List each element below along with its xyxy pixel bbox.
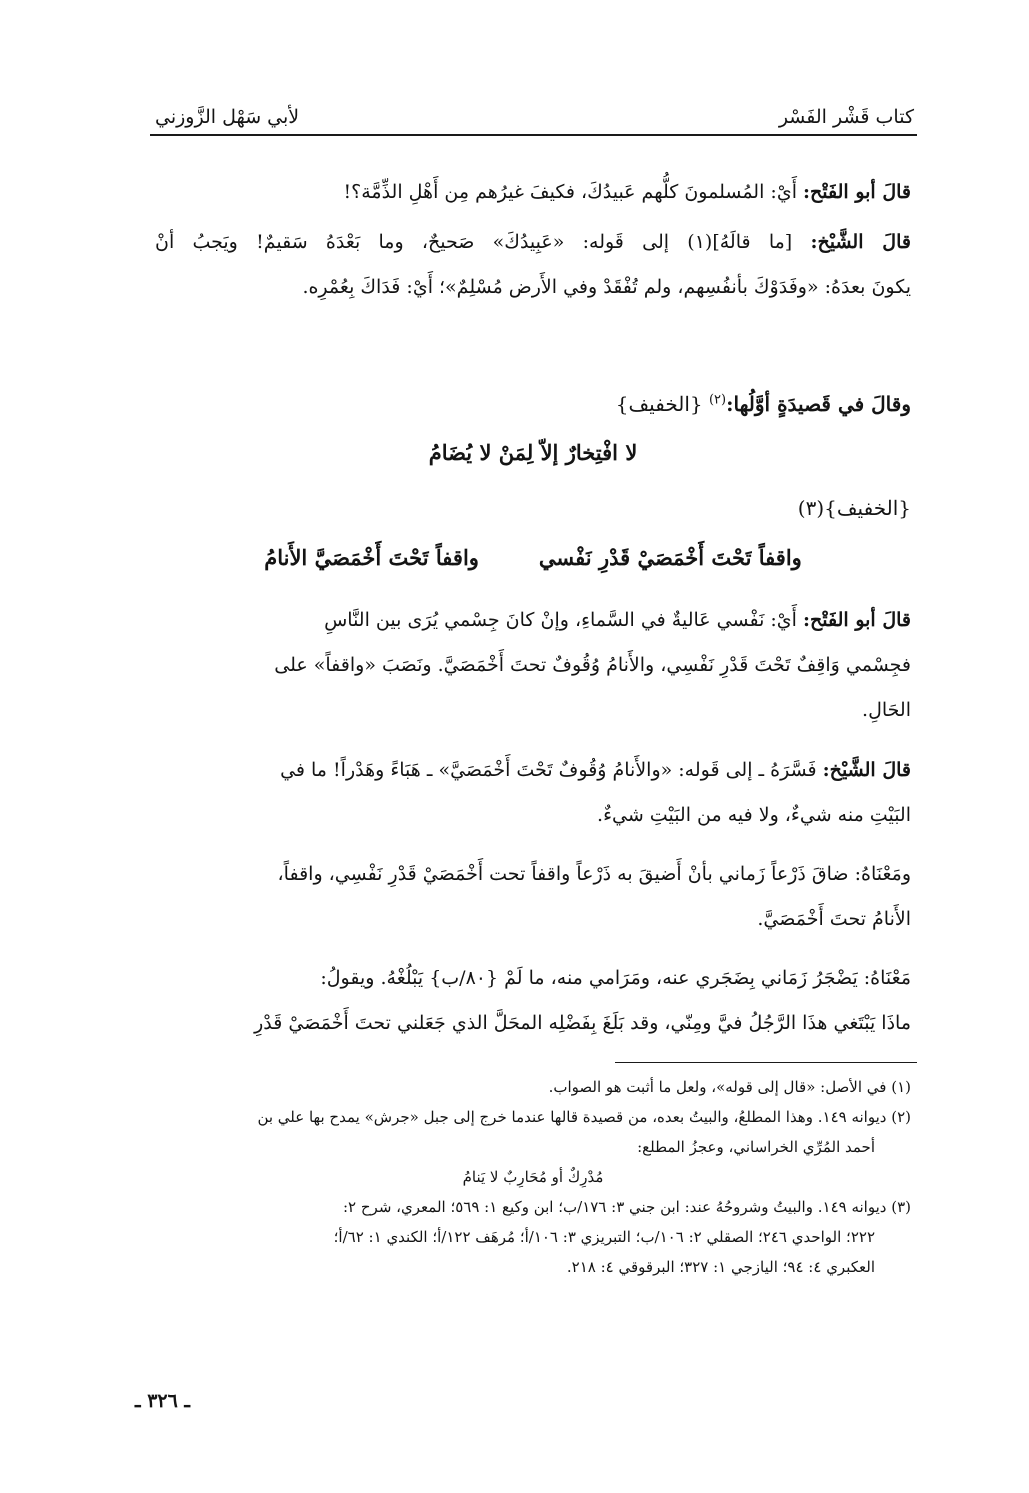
text-line: قالَ الشَّيْخ: فَسَّرَهُ ـ إلى قَوله: «والأَنامُ وُقُوفٌ تَحْتَ أَخْمَصَيَّ» ـ هَبَاءً وهَدْراً! ما في [280, 759, 911, 781]
paragraph-sheikh-1 [155, 220, 911, 310]
page-number: ـ ٣٢٦ ـ [135, 1390, 190, 1412]
text-line: قالَ أبو الفَتْح: أَيْ: المُسلمونَ كلُّهم عَبيدُكَ، فكيفَ غيرُهم مِن أَهْلِ الذِّمَّة؟! [343, 181, 911, 203]
footnote-2: (٢) ديوانه ١٤٩. وهذا المطلعُ، والبيتُ بعده، من قصيدة قالها عندما خرج إلى جبل «جرش» يمدح بها علي بن [257, 1108, 911, 1126]
speaker-label: قالَ أبو الفَتْح: [803, 609, 911, 631]
running-header [155, 92, 914, 128]
text-line: قالَ أبو الفَتْح: أَيْ: نَفْسي عَاليةٌ في السَّماءِ، وإنْ كانَ جِسْمي يُرَى بين النَّاسِ [324, 609, 911, 631]
paragraph-sheikh-2 [155, 748, 911, 838]
paragraph-abu-alfath-1 [155, 170, 911, 215]
footnote-rule [615, 1062, 917, 1063]
text-line: ومَعْنَاهُ: ضاقَ ذَرْعاً زَماني بأنْ أَضيقَ به ذَرْعاً واقفاً تحت أَخْمَصَيْ قَدْرِ نَفْسِي، واقفاً، [277, 863, 911, 885]
meter-label: {الخفيف} [615, 392, 703, 416]
speaker-label: قالَ الشَّيْخ: [822, 759, 911, 781]
speaker-label: قالَ الشَّيْخ: [810, 231, 911, 253]
verse-main [155, 545, 911, 570]
text-line: البَيْتِ منه شيءٌ، ولا فيه من البَيْتِ شيءٌ. [597, 804, 911, 826]
text-line: يكونَ بعدَهُ: «وفَدَوْكَ بأنفُسِهم، ولم تُفْقَدْ وفي الأَرض مُسْلِمٌ»؛ أَيْ: فَدَاكَ بِعُمْرِه. [302, 276, 911, 298]
verse-opening: لا افْتِخارٌ إلاّ لِمَنْ لا يُضَامُ [428, 440, 638, 465]
speaker-label: قالَ أبو الفَتْح: [803, 181, 911, 203]
footnote-3: (٣) ديوانه ١٤٩. والبيتُ وشروحُهُ عند: ابن جني ٣: ١٧٦/ب؛ ابن وكيع ١: ٥٦٩؛ المعري، شرح ٢: [342, 1198, 911, 1216]
footnote-marker: (٢) [708, 392, 727, 408]
text-line: الأَنامُ تحتَ أَخْمَصَيَّ. [757, 908, 911, 930]
footnote-2-cont: أحمد المُرِّي الخراساني، وعجزُ المطلع: [637, 1138, 875, 1156]
paragraph-meaning-1 [155, 852, 911, 942]
verse-first-hemistich: واقفاً تَحْتَ أَخْمَصَيْ قَدْرِ نَفْسي [538, 545, 802, 570]
footnote-3-cont: ٢٢٢؛ الواحدي ٢٤٦؛ الصقلي ٢: ١٠٦/ب؛ التبريزي ٣: ١٠٦/أ؛ مُرهَف ١٢٢/أ؛ الكندي ١: ٦٢/أ؛ [333, 1228, 875, 1246]
paragraph-abu-alfath-2 [155, 598, 911, 733]
author-name: لأبي سَهْل الزَّوزني [155, 106, 300, 128]
verse-second-hemistich: واقفاً تَحْتَ أَخْمَصَيَّ الأَنامُ [264, 545, 479, 570]
book-title: كتاب قَشْر الفَسْر [778, 106, 914, 128]
text-line: الحَالِ. [862, 699, 911, 721]
paragraph-meaning-2 [155, 956, 911, 1046]
meter-label-2: {الخفيف}(٣) [797, 496, 911, 520]
footnote-1: (١) في الأصل: «قال إلى قوله»، ولعل ما أثبت هو الصواب. [548, 1078, 911, 1096]
text-line: ماذَا يَبْتَغي هذَا الرَّجُلُ فيَّ ومِنّي، وقد بَلَغَ بِفَضْلِه المحَلَّ الذي جَعَلني تحتَ أَخْمَصَيْ قَدْرِ [254, 1012, 911, 1034]
footnote-2-hemistich: مُدْرِكٌ أو مُحَارِبٌ لا يَنامُ [462, 1168, 604, 1186]
header-rule [150, 134, 917, 136]
text-line: قالَ الشَّيْخ: [ما قالَهُ](١) إلى قَوله: «عَبِيدُكَ» صَحيحٌ، وما بَعْدَهُ سَقيمٌ! ويَجبُ أنْ [155, 231, 911, 253]
footnotes [155, 1072, 911, 1282]
text-line: فجِسْمي وَاقِفٌ تَحْتَ قَدْرِ نَفْسِي، والأَنامُ وُقُوفٌ تحتَ أَخْمَصَيَّ. ونَصَبَ «واقفاً» على [274, 654, 911, 676]
text-line: مَعْنَاهُ: يَضْجَرُ زَمَاني بِضَجَري عنه، ومَرَامي منه، ما لَمْ {٨٠/ب} يَبْلُغْهُ. ويقولُ: [320, 967, 911, 989]
poem-intro: وقالَ في قَصيدَةٍ أوَّلُها:$^{(٢)}$ {الخفيف} [615, 392, 911, 416]
footnote-3-cont: العكبري ٤: ٩٤؛ اليازجي ١: ٣٢٧؛ البرقوقي ٤: ٢١٨. [566, 1258, 875, 1276]
